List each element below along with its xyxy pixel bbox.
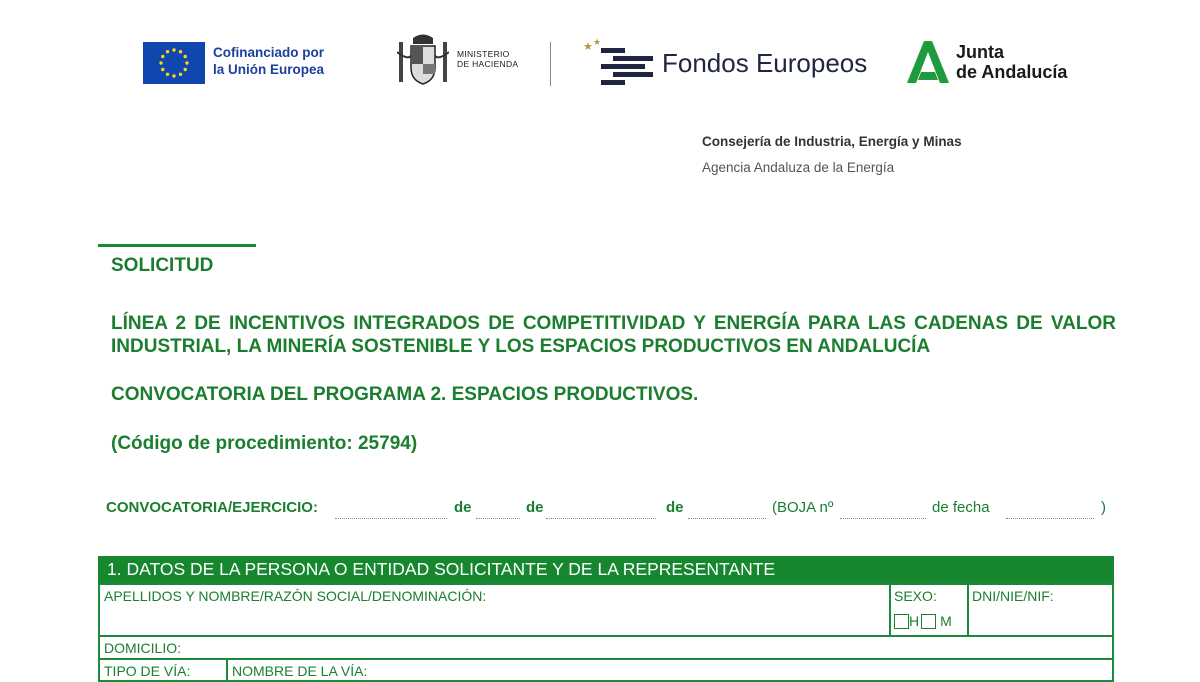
linea-title: LÍNEA 2 DE INCENTIVOS INTEGRADOS DE COMPETITIVIDAD Y ENERGÍA PARA LAS CADENAS DE VALOR INDUSTRIAL, LA MINERÍA SOSTENIBLE Y LOS ESPACIOS PRODUCTIVOS EN ANDALUCÍA	[111, 313, 1116, 357]
sexo-m-label: M	[940, 613, 952, 629]
apellidos-cell[interactable]	[98, 583, 891, 637]
ministerio-line-2: DE HACIENDA	[457, 59, 519, 69]
sexo-label: SEXO:	[894, 588, 937, 604]
junta-line-2: de Andalucía	[956, 62, 1068, 82]
ejercicio-field-2[interactable]	[476, 518, 520, 519]
domicilio-cell[interactable]	[98, 635, 1114, 660]
junta-andalucia-logo-icon	[904, 38, 952, 86]
dni-label: DNI/NIE/NIF:	[972, 588, 1054, 604]
convocatoria-title: CONVOCATORIA DEL PROGRAMA 2. ESPACIOS PRODUCTIVOS.	[111, 384, 699, 405]
junta-line-1: Junta	[956, 42, 1005, 62]
sexo-m-checkbox[interactable]	[921, 614, 936, 629]
ministerio-line-1: MINISTERIO	[457, 49, 510, 59]
de-label-3: de	[666, 499, 684, 516]
eu-line-2: la Unión Europea	[213, 62, 325, 77]
fondos-europeos-logo-icon	[583, 38, 655, 88]
ministerio-text	[457, 49, 518, 69]
tipo-via-cell[interactable]	[98, 658, 228, 682]
domicilio-label: DOMICILIO:	[104, 640, 182, 656]
svg-text:★: ★	[593, 38, 602, 48]
de-label-1: de	[454, 499, 472, 516]
ejercicio-field-1[interactable]	[335, 518, 447, 519]
ejercicio-field-3[interactable]	[546, 518, 656, 519]
sexo-options	[894, 611, 952, 630]
de-fecha-label: de fecha	[932, 499, 990, 516]
agencia-subheading: Agencia Andaluza de la Energía	[702, 160, 895, 175]
nombre-via-cell[interactable]	[226, 658, 1114, 682]
spain-crest-icon	[397, 32, 449, 88]
eu-line-1: Cofinanciado por	[213, 45, 324, 60]
close-paren: )	[1101, 499, 1106, 516]
fondos-europeos-text: Fondos Europeos	[662, 48, 868, 78]
dni-cell[interactable]	[967, 583, 1114, 637]
junta-andalucia-text	[956, 42, 1067, 82]
title-rule	[98, 244, 256, 247]
sexo-h-label: H	[909, 613, 920, 629]
tipo-via-label: TIPO DE VÍA:	[104, 663, 191, 679]
eu-flag-icon	[143, 42, 205, 84]
boja-label: (BOJA nº	[772, 499, 834, 516]
sexo-cell	[889, 583, 969, 637]
sexo-h-checkbox[interactable]	[894, 614, 909, 629]
de-label-2: de	[526, 499, 544, 516]
consejeria-heading: Consejería de Industria, Energía y Minas	[702, 134, 962, 149]
boja-date-field[interactable]	[1006, 518, 1094, 519]
eu-cofinanciado-text	[213, 44, 324, 78]
svg-text:★: ★	[583, 40, 593, 53]
solicitud-title: SOLICITUD	[111, 255, 214, 276]
logo-separator	[550, 42, 551, 86]
section-1-header: 1. DATOS DE LA PERSONA O ENTIDAD SOLICITANTE Y DE LA REPRESENTANTE	[98, 556, 1114, 583]
boja-number-field[interactable]	[840, 518, 926, 519]
ejercicio-field-4[interactable]	[688, 518, 766, 519]
nombre-via-label: NOMBRE DE LA VÍA:	[232, 663, 368, 679]
apellidos-label: APELLIDOS Y NOMBRE/RAZÓN SOCIAL/DENOMINACIÓN:	[104, 588, 487, 604]
convocatoria-ejercicio-label: CONVOCATORIA/EJERCICIO:	[106, 499, 318, 516]
codigo-procedimiento: (Código de procedimiento: 25794)	[111, 433, 418, 454]
